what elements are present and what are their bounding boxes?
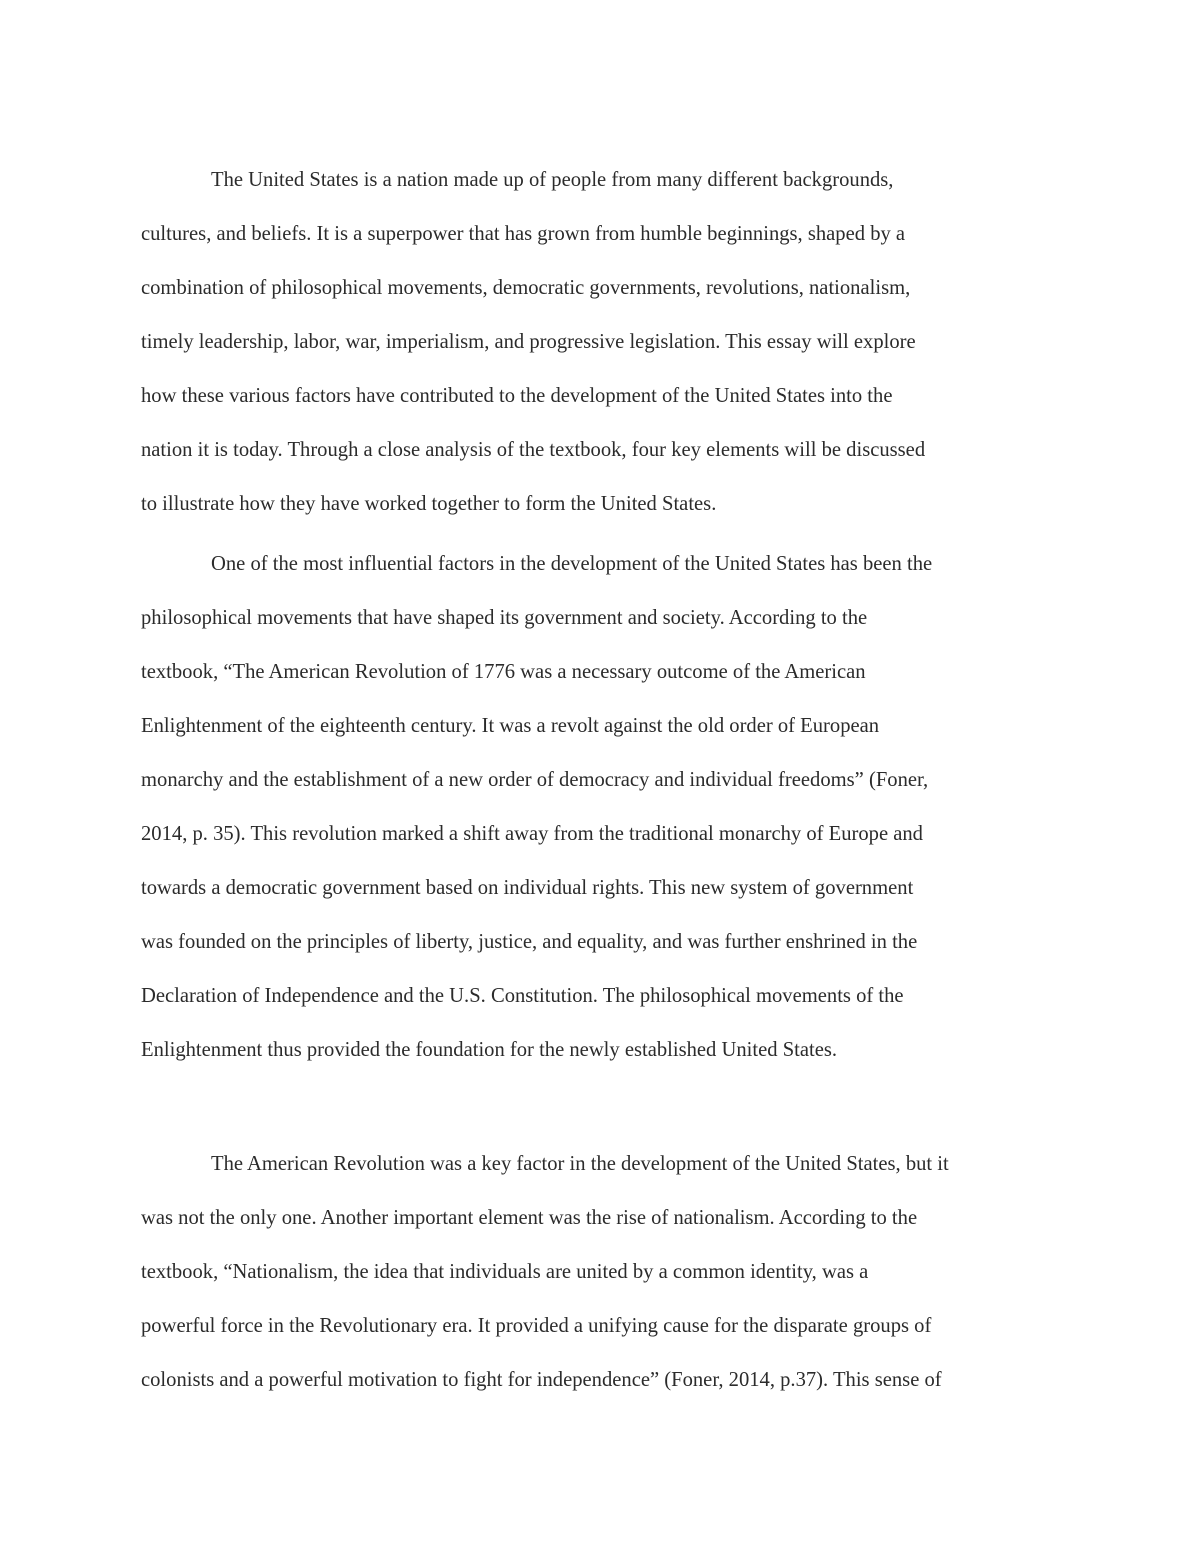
text-line: The American Revolution was a key factor in the development of the United States, but it	[211, 1153, 949, 1175]
text-line: timely leadership, labor, war, imperialism, and progressive legislation. This essay will explore	[141, 331, 916, 353]
text-line: 2014, p. 35). This revolution marked a shift away from the traditional monarchy of Europe and	[141, 823, 923, 845]
text-line	[141, 1077, 1061, 1131]
text-line: cultures, and beliefs. It is a superpower that has grown from humble beginnings, shaped by a	[141, 223, 906, 245]
text-line: to illustrate how they have worked together to form the United States.	[141, 493, 717, 515]
text-line: was founded on the principles of liberty, justice, and equality, and was further enshrined in the	[141, 931, 918, 953]
text-line: Declaration of Independence and the U.S. Constitution. The philosophical movements of the	[141, 985, 904, 1007]
text-line: monarchy and the establishment of a new order of democracy and individual freedoms” (Foner,	[141, 769, 929, 791]
text-line: The United States is a nation made up of people from many different backgrounds,	[211, 169, 894, 191]
text-line: One of the most influential factors in the development of the United States has been the	[211, 553, 933, 575]
text-line: textbook, “The American Revolution of 1776 was a necessary outcome of the American	[141, 661, 866, 683]
paragraph-3	[141, 1137, 1061, 1407]
text-line: philosophical movements that have shaped its government and society. According to the	[141, 607, 868, 629]
text-line: Enlightenment thus provided the foundation for the newly established United States.	[141, 1039, 838, 1061]
text-line: was not the only one. Another important element was the rise of nationalism. According to the	[141, 1207, 918, 1229]
text-line: colonists and a powerful motivation to fight for independence” (Foner, 2014, p.37). This sense of	[141, 1369, 942, 1391]
text-line: Enlightenment of the eighteenth century. It was a revolt against the old order of European	[141, 715, 880, 737]
text-line: how these various factors have contributed to the development of the United States into the	[141, 385, 893, 407]
text-line: nation it is today. Through a close analysis of the textbook, four key elements will be discussed	[141, 439, 926, 461]
paragraph-2	[141, 537, 1061, 1131]
paragraph-1	[141, 153, 1061, 531]
text-line: powerful force in the Revolutionary era. It provided a unifying cause for the disparate groups of	[141, 1315, 932, 1337]
text-line: combination of philosophical movements, democratic governments, revolutions, nationalism,	[141, 277, 911, 299]
text-line: towards a democratic government based on individual rights. This new system of government	[141, 877, 914, 899]
essay-body	[141, 153, 1061, 1413]
text-line: textbook, “Nationalism, the idea that individuals are united by a common identity, was a	[141, 1261, 869, 1283]
